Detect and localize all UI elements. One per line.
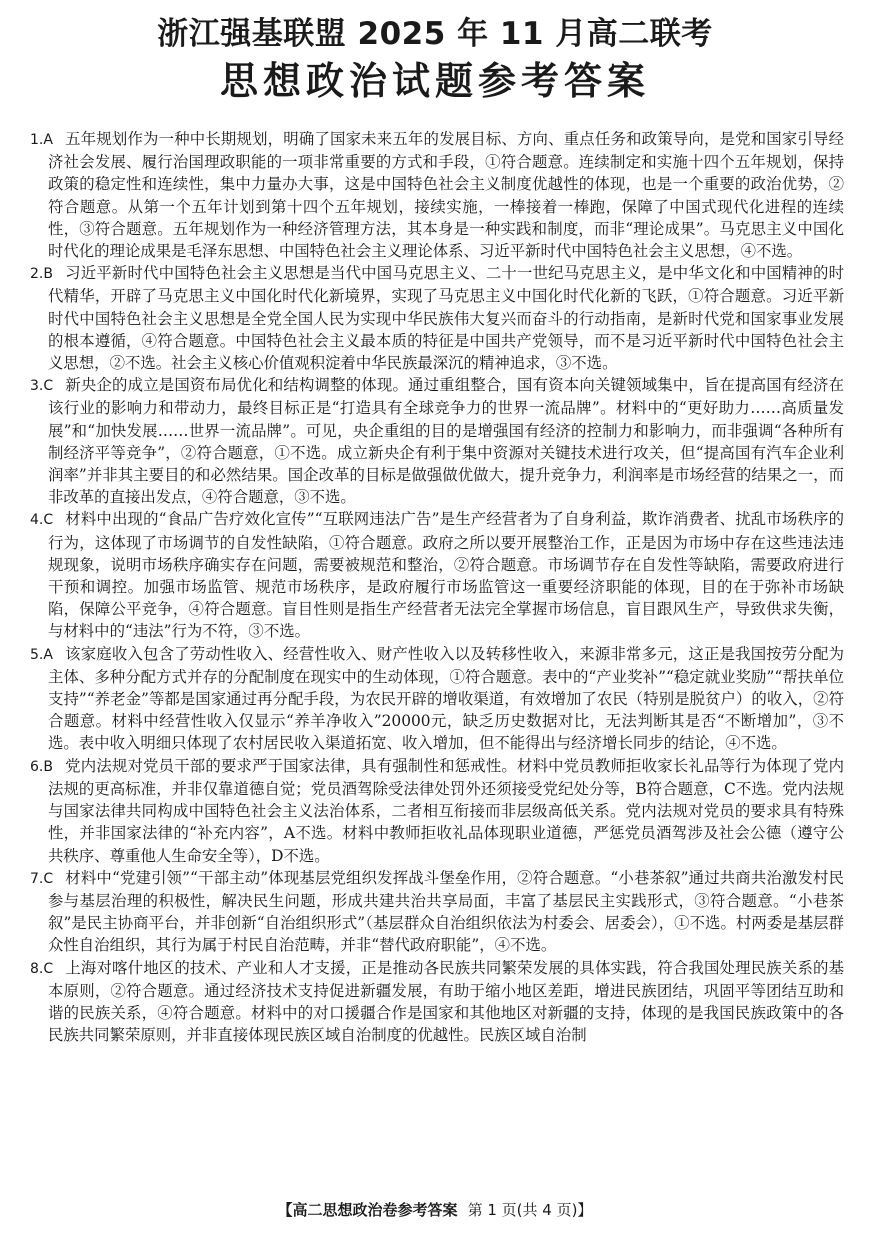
answer-explanation: 材料中出现的“食品广告疗效化宣传”“互联网违法广告”是生产经营者为了自身利益，欺诈消费者、扰乱市场秩序的行为，这体现了市场调节的自发性缺陷，①符合题意。政府之所以要开展整治工作，正是因为市场中存在这些违法违规现象，说明市场秩序确实存在问题，需要被规范和整治，②符合题意。市场调节存在自发性等缺陷，需要政府进行干预和调控。加强市场监管、规范市场秩序，是政府履行市场监管这一重要经济职能的体现，目的在于弥补市场缺陷，保障公平竞争，④符合题意。盲目性则是指生产经营者无法完全掌握市场信息，盲目跟风生产，导致供求失衡，与材料中的“违法”行为不符，③不选。	[48, 510, 844, 641]
answer-explanation: 材料中“党建引领”“干部主动”体现基层党组织发挥战斗堡垒作用，②符合题意。“小巷茶叙”通过共商共治激发村民参与基层治理的积极性，解决民生问题，形成共建共治共享局面，丰富了基层民主实践形式，③符合题意。“小巷茶叙”是民主协商平台，并非创新“自治组织形式”（基层群众自治组织依法为村委会、居委会），①不选。村两委是基层群众性自治组织，其行为属于村民自治范畴，并非“替代政府职能”，④不选。	[48, 868, 844, 955]
exam-title: 浙江强基联盟 2025 年 11 月高二联考	[157, 16, 713, 52]
answer-number: 2.	[30, 266, 44, 283]
answer-item-8	[30, 957, 844, 1047]
answer-item-4	[30, 508, 844, 642]
answer-explanation: 新央企的成立是国资布局优化和结构调整的体现。通过重组整合，国有资本向关键领域集中，旨在提高国有经济在该行业的影响力和带动力，最终目标正是“打造具有全球竞争力的世界一流品牌”。材料中的“更好助力……高质量发展”和“加快发展……世界一流品牌”。可见，央企重组的目的是增强国有经济的控制力和影响力，而非强调“各种所有制经济平等竞争”，②符合题意，①不选。成立新央企有利于集中资源对关键技术进行攻关，但“提高国有汽车企业利润率”并非其主要目的和必然结果。国企改革的目标是做强做优做大，提升竞争力，利润率是市场经营的结果之一，而非改革的直接出发点，④符合题意，③不选。	[48, 376, 844, 507]
answer-item-6	[30, 755, 844, 867]
answer-item-7	[30, 867, 844, 957]
answer-number: 1.	[30, 132, 44, 148]
answer-number: 4.	[30, 512, 44, 529]
answer-number: 3.	[30, 378, 44, 395]
answer-item-3	[30, 374, 844, 508]
answer-explanation: 上海对喀什地区的技术、产业和人才支援，正是推动各民族共同繁荣发展的具体实践，符合我国处理民族关系的基本原则，②符合题意。通过经济技术支持促进新疆发展，有助于缩小地区差距，增进民族团结，巩固平等团结互助和谐的民族关系，④符合题意。材料中的对口援疆合作是国家和其他地区对新疆的支持，体现的是我国民族政策中的各民族共同繁荣原则，并非直接体现民族区域自治制度的优越性。民族区域自治制	[48, 958, 844, 1045]
answer-item-2	[30, 262, 844, 374]
answer-number: 7.	[30, 870, 44, 887]
answer-key: C	[43, 870, 54, 887]
answer-item-5	[30, 643, 844, 755]
answer-number: 8.	[30, 960, 44, 977]
answer-explanation: 五年规划作为一种中长期规划，明确了国家未来五年的发展目标、方向、重点任务和政策导向，是党和国家引导经济社会发展、履行治国理政职能的一项非常重要的方式和手段，①符合题意。连续制定和实施十四个五年规划，保持政策的稳定性和连续性，集中力量办大事，这是中国特色社会主义制度优越性的体现，也是一个重要的政治优势，②符合题意。从第一个五年计划到第十四个五年规划，接续实施，一棒接着一棒跑，保障了中国式现代化进程的连续性，③符合题意。五年规划作为一种经济管理方法，其本身是一种实践和制度，而非“理论成果”。马克思主义中国化时代化的理论成果是毛泽东思想、中国特色社会主义理论体系、习近平新时代中国特色社会主义思想，④不选。	[48, 130, 844, 261]
answer-explanation: 习近平新时代中国特色社会主义思想是当代中国马克思主义、二十一世纪马克思主义，是中华文化和中国精神的时代精华，开辟了马克思主义中国化时代化新境界，实现了马克思主义中国化时代化新的飞跃，①符合题意。习近平新时代中国特色社会主义思想是全党全国人民为实现中华民族伟大复兴而奋斗的行动指南，是新时代党和国家事业发展的根本遵循，④符合题意。中国特色社会主义最本质的特征是中国共产党领导，而不是习近平新时代中国特色社会主义思想，②不选。社会主义核心价值观积淀着中华民族最深沉的精神追求，③不选。	[48, 264, 844, 373]
answer-key: C	[43, 512, 54, 529]
answer-number: 5.	[30, 646, 44, 663]
answer-key: A	[43, 646, 53, 663]
answer-key: C	[43, 960, 54, 977]
page-footer	[0, 1199, 870, 1221]
answer-key: C	[43, 378, 54, 395]
page-number: 第 1 页(共 4 页)】	[467, 1201, 593, 1219]
footer-label: 【高二思想政治卷参考答案	[277, 1201, 458, 1219]
answer-key: B	[43, 266, 53, 283]
answer-number: 6.	[30, 758, 44, 775]
document-title: 思想政治试题参考答案	[219, 59, 650, 103]
answer-explanation: 该家庭收入包含了劳动性收入、经营性收入、财产性收入以及转移性收入，来源非常多元，这正是我国按劳分配为主体、多种分配方式并存的分配制度在现实中的生动体现，①符合题意。表中的“产业奖补”“稳定就业奖励”“帮扶单位支持”“养老金”等都是国家通过再分配手段，为农民开辟的增收渠道，有效增加了农民（特别是脱贫户）的收入，②符合题意。材料中经营性收入仅显示“养羊净收入”20000元，缺乏历史数据对比，无法判断其是否“不断增加”，③不选。表中收入明细只体现了农村居民收入渠道拓宽、收入增加，但不能得出与经济增长同步的结论，④不选。	[48, 644, 844, 753]
answer-key: B	[43, 758, 53, 775]
answer-explanation: 党内法规对党员干部的要求严于国家法律，具有强制性和惩戒性。材料中党员教师拒收家长礼品等行为体现了党内法规的更高标准，并非仅靠道德自觉；党员酒驾除受法律处罚外还须接受党纪处分等，B符合题意，C不选。党内法规与国家法律共同构成中国特色社会主义法治体系，二者相互衔接而非层级高低关系。党内法规对党员的要求具有特殊性，并非国家法律的“补充内容”，A不选。材料中教师拒收礼品体现职业道德，严惩党员酒驾涉及社会公德（遵守公共秩序、尊重他人生命安全等），D不选。	[48, 756, 844, 865]
answer-list	[30, 128, 844, 1046]
answer-key: A	[43, 132, 53, 148]
answer-item-1	[30, 128, 844, 262]
